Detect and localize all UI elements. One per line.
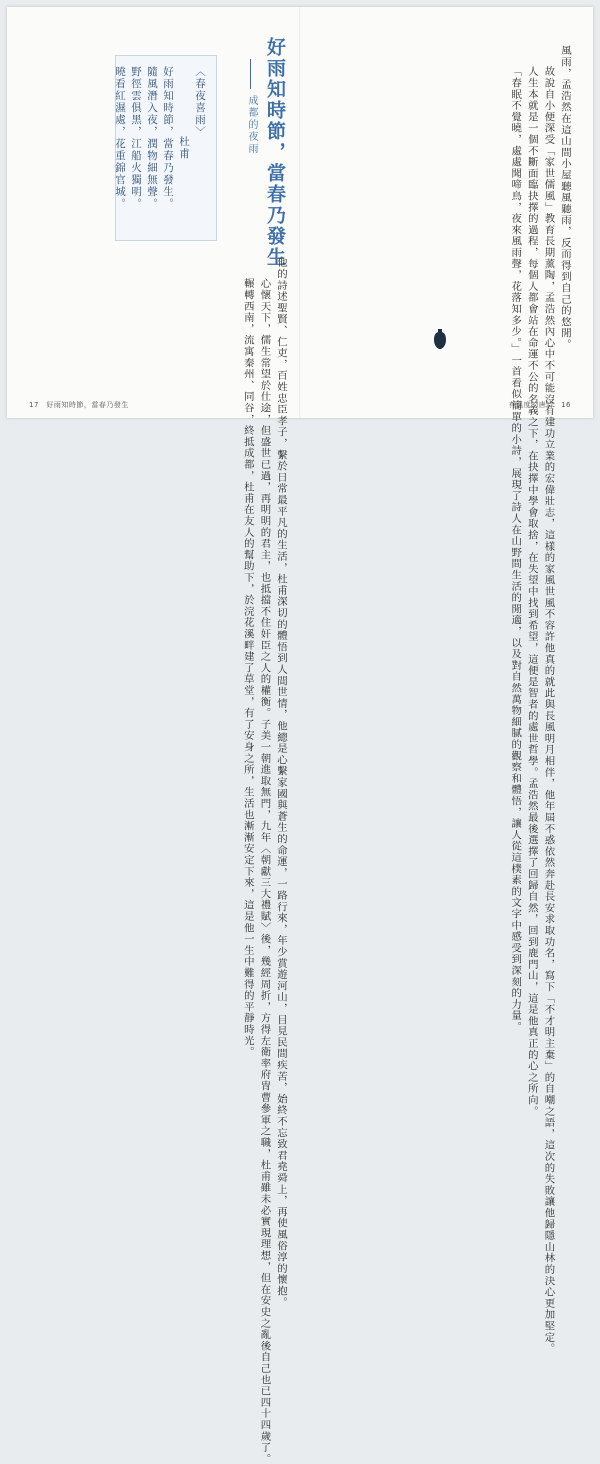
- poem-line: 野徑雲俱黑，江船火獨明。: [130, 66, 142, 210]
- chapter-title: 好雨知時節，當春乃發生: [264, 37, 286, 268]
- paragraph: 他的詩述聖賢、仁吏，百姓忠臣孝子，繫於日常最平凡的生活，杜甫深切的體悟到人間世情，他總是心繫家國與蒼生的命運，一路行來，年少賞遊河山，目見民間疾苦，始終不忘致君堯舜上，再使風俗淳的懷抱。: [275, 257, 287, 1308]
- poem-title: 〈春夜喜雨〉: [194, 66, 206, 138]
- poem-box: [115, 55, 217, 241]
- page-gutter: [299, 7, 301, 418]
- paragraph: 心懷天下，儒生常望於仕途，但盛世已過，再明明的君主，也抵擋不住奸臣之人的權衡。子美一朝進取無門，九年〈朝獻三大禮賦〉後，幾經周折，方得左衛率府冑曹參軍之職，杜甫雖未必實現理想，但在安史之亂後自己也已四十四歲了。: [258, 277, 271, 1464]
- left-folio: 17 好雨知時節，當春乃發生: [29, 401, 129, 409]
- chapter-subtitle: 成都的夜雨: [246, 95, 257, 155]
- paragraph: 「春眠不覺曉，處處聞啼鳥，夜來風雨聲，花落知多少。」一首看似簡單的小詩，展現了詩人在山野間生活的閒適，以及對自然萬物細膩的觀察和體悟，讓人從這樸素的文字中感受到深刻的力量。: [509, 65, 522, 1033]
- paragraph: 人生本就是一個不斷面臨抉擇的過程，每個人都會站在命運不公的名義之下，在抉擇中學會取捨，在失望中找到希望，這便是智者的處世哲學。孟浩然最後選擇了回歸自然，回到鹿門山，這是他真正的心之所向。: [525, 65, 538, 1117]
- poem-author: 杜甫: [178, 136, 190, 160]
- poem-line: 隨風潛入夜，潤物細無聲。: [146, 66, 158, 210]
- decorative-vase-icon: [433, 328, 447, 350]
- poem-line: 好雨知時節，當春乃發生。: [162, 66, 174, 210]
- poem-text: [112, 66, 208, 232]
- paragraph: 故說自小便深受「家世儒風」教育長期薰陶，孟浩然內心中不可能沒有建功立業的宏偉壯志，這樣的家風世風不容許他真的就此與長風明月相伴，他年屆不惑依然奔赴長安求取功名，寫下「不才明主棄」的自嘲之語，這次的失敗讓他歸隱山林的決心更加堅定。: [542, 65, 555, 1354]
- book-spread: [7, 7, 593, 1464]
- subtitle-rule: [250, 59, 251, 89]
- right-folio: 有溫度的唐詩 16: [508, 401, 571, 409]
- poem-line: 曉看紅濕處，花重錦官城。: [114, 66, 126, 210]
- paragraph: 輾轉西南，流寓秦州、同谷，終抵成都，杜甫在友人的幫助下，於浣花溪畔建了草堂，有了安身之所，生活也漸漸安定下來，這是他一生中難得的平靜時光。: [241, 277, 254, 1058]
- paragraph: 風雨，孟浩然在這山間小屋聽風聽雨，反而得到自己的悠閒。: [559, 45, 571, 351]
